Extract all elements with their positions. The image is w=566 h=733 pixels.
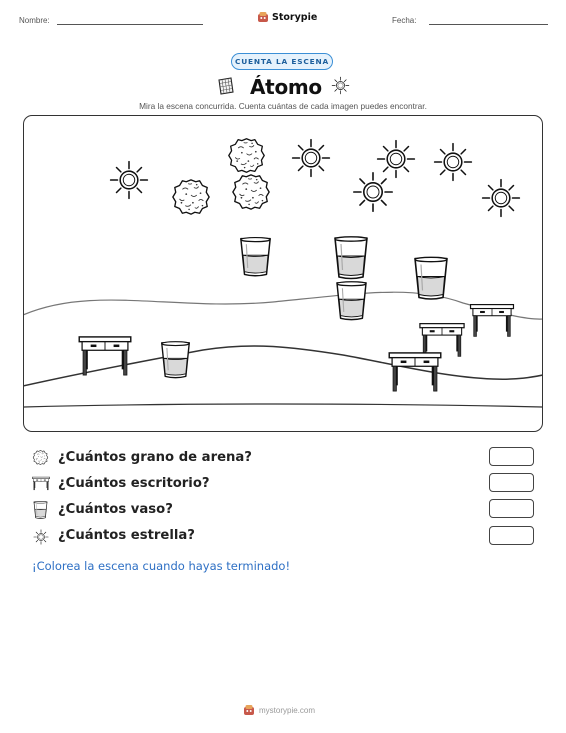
sun-5 [353, 172, 391, 210]
name-label: Nombre: [19, 16, 50, 25]
answer-box-2[interactable] [489, 473, 534, 492]
sand-grain-icon [32, 449, 49, 466]
answer-box-3[interactable] [489, 499, 534, 518]
answer-box-1[interactable] [489, 447, 534, 466]
coloring-note: ¡Colorea la escena cuando hayas terminado! [32, 559, 291, 573]
glass-2 [335, 236, 367, 278]
glass-1 [240, 237, 269, 275]
storypie-logo-icon [257, 11, 269, 23]
glass-3 [336, 281, 365, 319]
activity-badge: CUENTA LA ESCENA [231, 53, 333, 70]
glass-icon [33, 501, 48, 519]
desk-2 [419, 323, 463, 356]
footer [243, 704, 315, 716]
instructions: Mira la escena concurrida. Cuenta cuántas de cada imagen puedes encontrar. [139, 101, 427, 111]
glass-5 [161, 341, 189, 377]
star-sun-icon [32, 528, 50, 546]
ground-line [23, 404, 543, 407]
question-2: ¿Cuántos escritorio? [58, 476, 210, 491]
scene-panel[interactable] [23, 115, 543, 432]
sun-4 [434, 143, 471, 180]
question-1: ¿Cuántos grano de arena? [58, 450, 252, 465]
grid-paper-icon [216, 76, 236, 96]
sun-6 [482, 179, 519, 216]
name-field[interactable] [57, 24, 203, 25]
back-hill [23, 292, 543, 319]
sun-icon [330, 75, 351, 96]
question-4: ¿Cuántos estrella? [58, 528, 195, 543]
desk-4 [389, 352, 441, 390]
footer-url[interactable]: mystorypie.com [259, 705, 316, 715]
sun-1 [110, 161, 147, 198]
desk-icon [32, 476, 50, 491]
brand-name: Storypie [272, 11, 318, 23]
desk-3 [470, 304, 513, 336]
date-field[interactable] [429, 24, 548, 25]
sun-3 [377, 140, 414, 177]
question-3: ¿Cuántos vaso? [58, 502, 173, 517]
answer-box-4[interactable] [489, 526, 534, 545]
sand-grain-2 [172, 179, 208, 213]
sand-grain-1 [228, 138, 263, 172]
front-hill [23, 345, 543, 385]
sand-grain-3 [232, 174, 268, 208]
sun-2 [292, 139, 329, 176]
storypie-logo-icon [243, 704, 255, 716]
scene-drawing [23, 115, 543, 432]
date-label: Fecha: [392, 16, 417, 25]
page-title: Átomo [250, 75, 322, 99]
brand [257, 11, 317, 23]
glass-4 [415, 257, 447, 299]
